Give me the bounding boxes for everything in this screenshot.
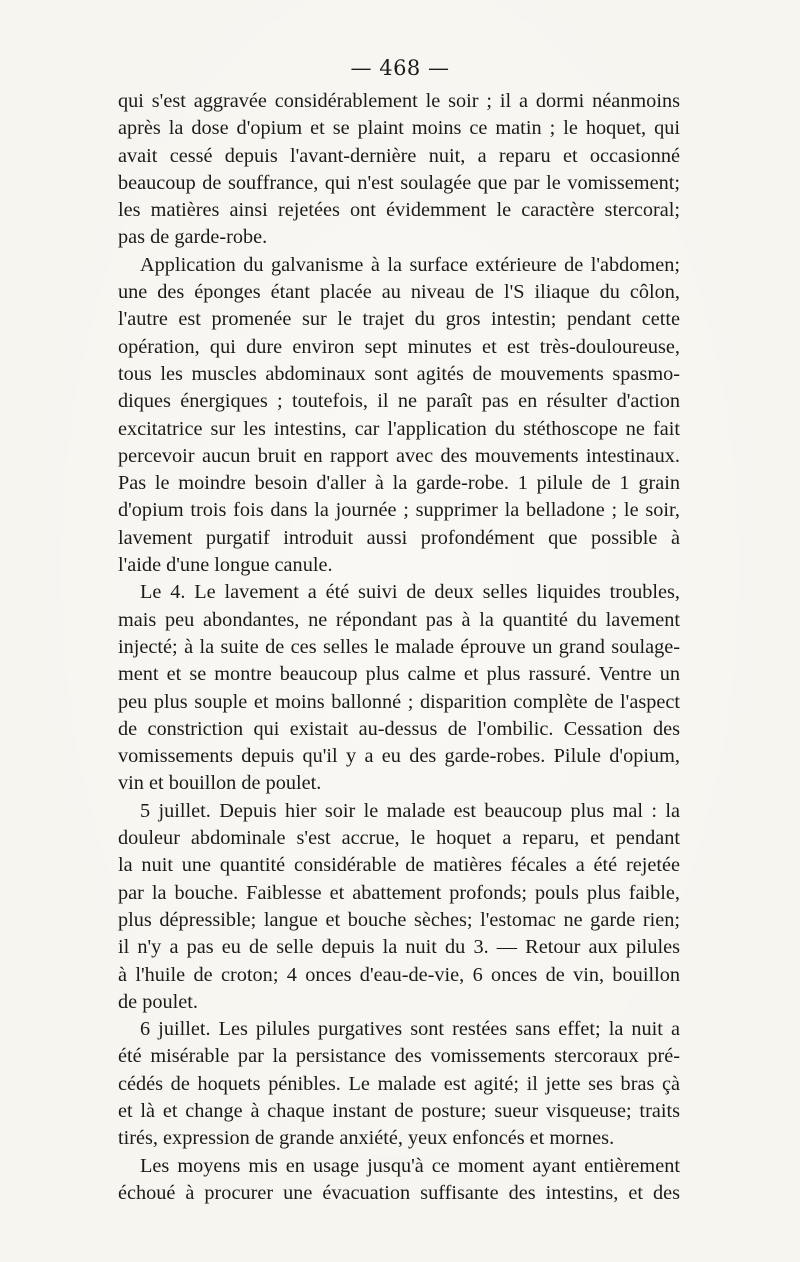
text-line: Le 4. Le lavement a été suivi de deux selles liquides troubles,	[140, 581, 680, 604]
text-line: et là et change à chaque instant de posture; sueur visqueuse; traits	[118, 1099, 680, 1122]
text-line: la nuit une quantité considérable de matières fécales a été rejetée	[118, 854, 680, 877]
text-line: excitatrice sur les intestins, car l'application du stéthoscope ne fait	[118, 417, 680, 440]
text-line: plus dépressible; langue et bouche sèches; l'estomac ne garde rien;	[118, 908, 680, 931]
text-line: lavement purgatif introduit aussi profondément que possible à	[118, 526, 680, 549]
text-line: à l'huile de croton; 4 onces d'eau-de-vie, 6 onces de vin, bouillon	[118, 963, 680, 986]
text-line: l'autre est promenée sur le trajet du gros intestin; pendant cette	[118, 308, 680, 331]
text-line: l'aide d'une longue canule.	[118, 554, 333, 577]
text-line: de poulet.	[118, 990, 198, 1013]
text-line: une des éponges étant placée au niveau de l'S iliaque du côlon,	[118, 281, 680, 304]
text-line: Application du galvanisme à la surface extérieure de l'abdomen;	[140, 253, 680, 276]
text-line: cédés de hoquets pénibles. Le malade est agité; il jette ses bras çà	[118, 1072, 680, 1095]
text-line: peu plus souple et moins ballonné ; disparition complète de l'aspect	[118, 690, 680, 713]
text-line: 5 juillet. Depuis hier soir le malade est beaucoup plus mal : la	[140, 799, 680, 822]
text-line: après la dose d'opium et se plaint moins ce matin ; le hoquet, qui	[118, 117, 680, 140]
text-line: tous les muscles abdominaux sont agités de mouvements spasmo-	[118, 362, 680, 385]
page-number: — 468 —	[350, 56, 450, 80]
text-line: Pas le moindre besoin d'aller à la garde-robe. 1 pilule de 1 grain	[118, 472, 680, 495]
text-line: qui s'est aggravée considérablement le soir ; il a dormi néanmoins	[118, 90, 680, 112]
text-line: avait cessé depuis l'avant-dernière nuit, a reparu et occasionné	[118, 144, 680, 167]
text-line: échoué à procurer une évacuation suffisante des intestins, et des	[118, 1181, 680, 1204]
text-line: par la bouche. Faiblesse et abattement profonds; pouls plus faible,	[118, 881, 680, 904]
text-line: 6 juillet. Les pilules purgatives sont restées sans effet; la nuit a	[140, 1018, 680, 1041]
text-line: tirés, expression de grande anxiété, yeux enfoncés et mornes.	[118, 1127, 615, 1150]
text-line: été misérable par la persistance des vomissements stercoraux pré-	[118, 1045, 680, 1068]
text-line: opération, qui dure environ sept minutes et est très-douloureuse,	[118, 335, 680, 358]
text-line: ment et se montre beaucoup plus calme et plus rassuré. Ventre un	[118, 663, 680, 686]
text-line: injecté; à la suite de ces selles le malade éprouve un grand soulage-	[118, 635, 680, 658]
text-line: il n'y a pas eu de selle depuis la nuit du 3. — Retour aux pilules	[118, 936, 680, 959]
text-line: diques énergiques ; toutefois, il ne paraît pas en résulter d'action	[118, 390, 680, 413]
text-line: pas de garde-robe.	[118, 226, 268, 249]
text-line: de constriction qui existait au-dessus de l'ombilic. Cessation des	[118, 717, 680, 740]
text-line: Les moyens mis en usage jusqu'à ce moment ayant entièrement	[140, 1154, 680, 1177]
text-line: les matières ainsi rejetées ont évidemment le caractère stercoral;	[118, 199, 680, 222]
body-text	[118, 88, 680, 1207]
text-line: mais peu abondantes, ne répondant pas à la quantité du lavement	[118, 608, 680, 631]
text-line: d'opium trois fois dans la journée ; supprimer la belladone ; le soir,	[118, 499, 680, 522]
text-line: beaucoup de souffrance, qui n'est soulagée que par le vomissement;	[118, 171, 680, 194]
text-line: vomissements depuis qu'il y a eu des garde-robes. Pilule d'opium,	[118, 745, 680, 768]
text-line: percevoir aucun bruit en rapport avec des mouvements intestinaux.	[118, 444, 680, 467]
text-line: douleur abdominale s'est accrue, le hoquet a reparu, et pendant	[118, 827, 680, 850]
text-line: vin et bouillon de poulet.	[118, 772, 322, 795]
